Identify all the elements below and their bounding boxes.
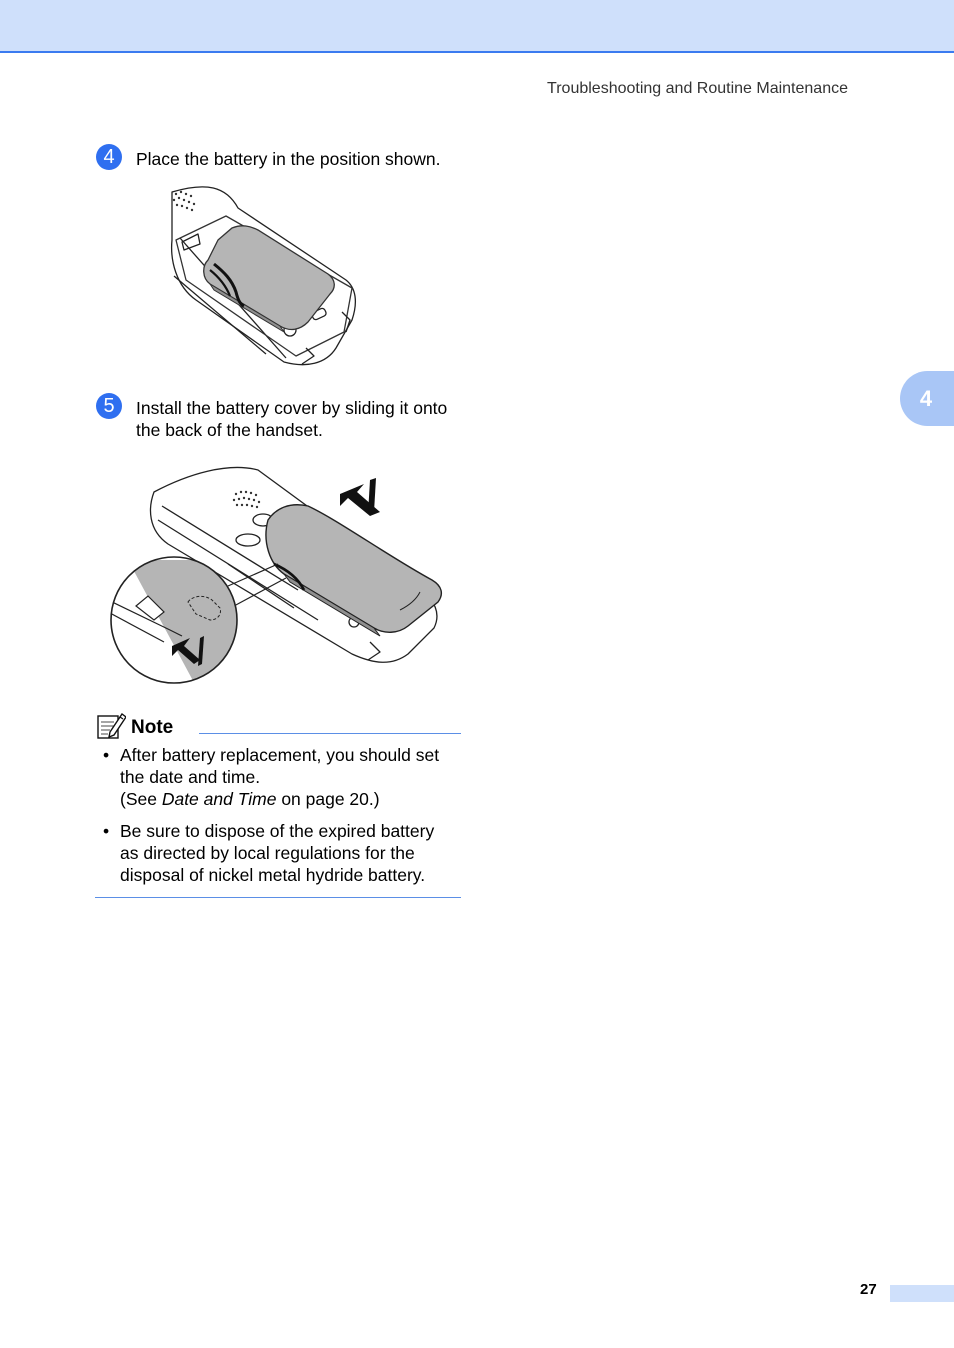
step-instruction-line: the back of the handset.	[136, 420, 323, 440]
battery-placement-illustration	[166, 180, 362, 370]
page-tab	[890, 1285, 954, 1302]
see-link-text: Date and Time	[161, 789, 277, 809]
note-line: After battery replacement, you should set	[120, 745, 440, 765]
step-instruction: Place the battery in the position shown.	[136, 149, 441, 169]
list-item	[100, 744, 462, 810]
slide-direction-icon	[340, 478, 380, 516]
step-number-badge: 4	[96, 144, 122, 170]
step-number-badge: 5	[96, 393, 122, 419]
note-line: disposal of nickel metal hydride battery.	[120, 865, 426, 885]
page-number: 27	[860, 1281, 877, 1298]
note-title: Note	[131, 717, 174, 738]
see-prefix: (See	[120, 789, 162, 809]
note-bottom-rule	[95, 897, 461, 898]
note-line: the date and time.	[120, 767, 261, 787]
bullet: •	[103, 821, 110, 841]
list-item	[100, 820, 462, 886]
note-line: as directed by local regulations for the	[120, 843, 415, 863]
running-title: Troubleshooting and Routine Maintenance	[547, 80, 848, 97]
battery-cover-illustration	[108, 460, 450, 686]
header-band	[0, 0, 954, 53]
note-line: Be sure to dispose of the expired battery	[120, 821, 435, 841]
note-see-reference	[120, 788, 462, 810]
bullet: •	[103, 745, 110, 765]
note-pencil-icon	[96, 710, 126, 740]
note-list	[100, 744, 462, 896]
step-instruction-line: Install the battery cover by sliding it onto	[136, 398, 448, 418]
note-top-rule	[199, 733, 461, 734]
note-header	[96, 708, 461, 738]
see-suffix: on page 20.)	[276, 789, 380, 809]
chapter-tab: 4	[900, 371, 954, 426]
